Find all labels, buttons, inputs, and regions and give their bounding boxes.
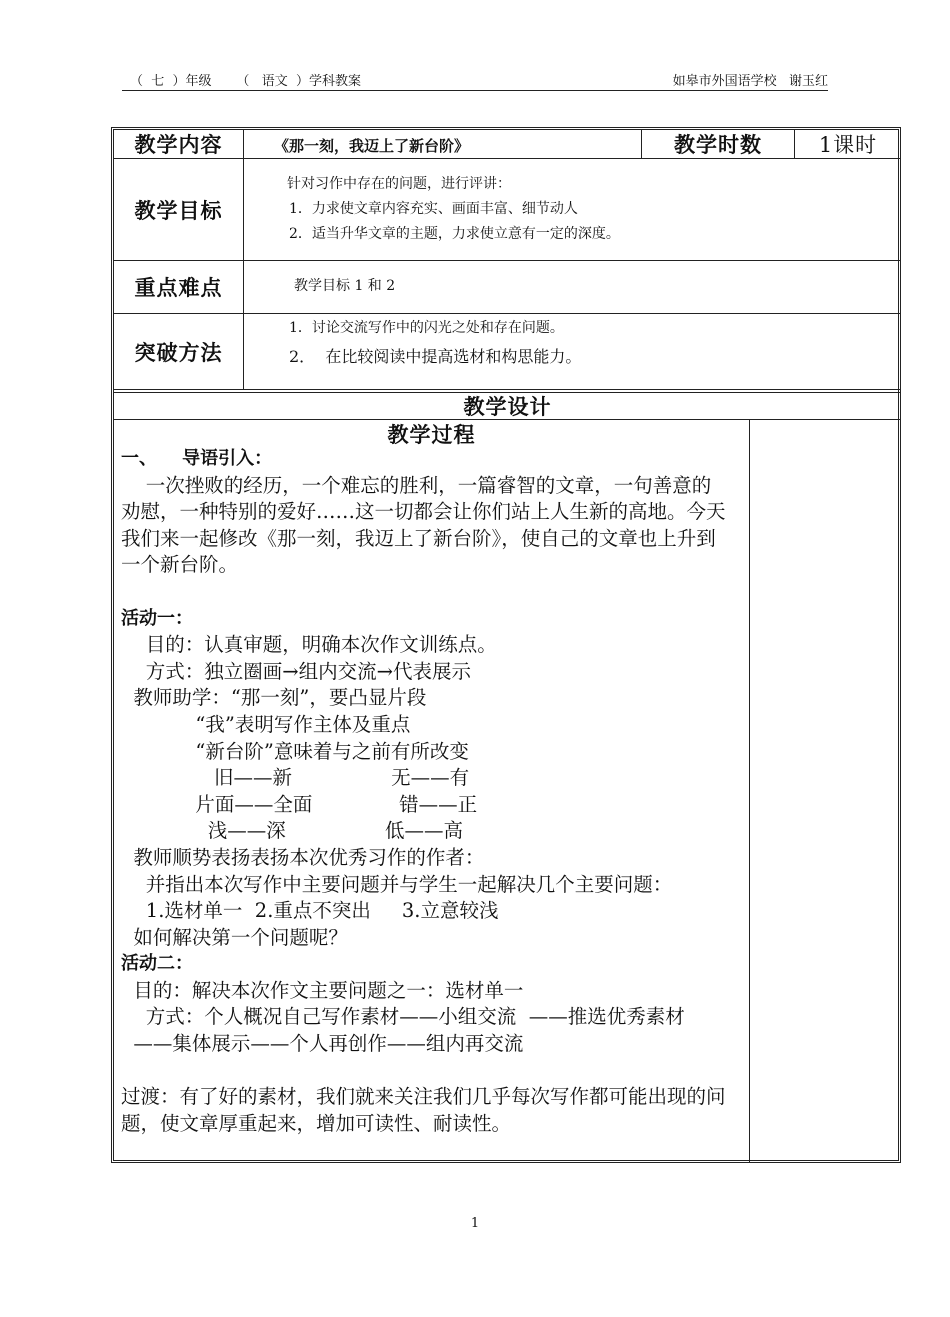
content-label: 教学内容: [134, 133, 223, 157]
intro-line: 我们来一起修改《那一刻，我迈上了新台阶》，使自己的文章也上升到: [121, 526, 716, 550]
activity1-line: 教师顺势表扬表扬本次优秀习作的作者：: [121, 845, 485, 869]
intro-heading: 一、 导语引入：: [121, 448, 273, 469]
intro-line: 一个新台阶。: [121, 553, 239, 577]
methods-line: 1．讨论交流写作中的闪光之处和存在问题。: [289, 320, 564, 336]
col-divider: [749, 419, 750, 1163]
methods-label: 突破方法: [134, 340, 223, 365]
activity1-line: “新台阶”意味着与之前有所改变: [121, 739, 469, 763]
goals-label: 教学目标: [134, 198, 223, 223]
activity1-line: 旧——新 无——有: [121, 766, 470, 790]
page-number: 1: [470, 1216, 480, 1231]
activity1-line: 片面——全面 错——正: [121, 792, 478, 816]
design-heading: 教学设计: [463, 395, 552, 419]
activity1-line: “我”表明写作主体及重点: [121, 712, 411, 736]
methods-line: 2． 在比较阅读中提高选材和构思能力。: [289, 347, 582, 366]
activity1-line: 教师助学：“那一刻”，要凸显片段: [121, 686, 427, 710]
page-header: [122, 68, 828, 91]
activity1-heading: 活动一：: [121, 607, 193, 629]
spacer: [121, 1058, 747, 1085]
methods-text: [289, 315, 739, 372]
goals-line: 针对习作中存在的问题，进行评讲：: [287, 176, 511, 192]
activity2-line: ——集体展示——个人再创作——组内再交流: [121, 1032, 524, 1056]
activity1-line: 方式：独立圈画→组内交流→代表展示: [121, 659, 471, 683]
hours-value: 1课时: [818, 133, 878, 157]
activity1-line: 如何解决第一个问题呢？: [121, 925, 348, 949]
activity2-line: 过渡：有了好的素材，我们就来关注我们几乎每次写作都可能出现的问: [121, 1085, 726, 1109]
header-school-teacher: 如皋市外国语学校 谢玉红: [672, 74, 828, 89]
intro-line: 劝慰，一种特别的爱好……这一切都会让你们站上人生新的高地。今天: [121, 500, 726, 524]
activity2-line: 题，使文章厚重起来，增加可读性、耐读性。: [121, 1111, 512, 1135]
goals-text: [287, 172, 737, 247]
activity2-heading: 活动二：: [121, 953, 193, 975]
lesson-plan-table: [111, 127, 901, 1163]
key-points-value: 教学目标 1 和 2: [294, 278, 396, 294]
process-body: [121, 446, 747, 1137]
activity2-line: 目的：解决本次作文主要问题之一：选材单一: [121, 978, 524, 1002]
process-heading: 教学过程: [387, 423, 476, 447]
col-divider: [243, 130, 244, 389]
goals-line: 2．适当升华文章的主题，力求使立意有一定的深度。: [289, 226, 620, 242]
intro-line: 一次挫败的经历，一个难忘的胜利，一篇睿智的文章，一句善意的: [121, 473, 712, 497]
activity1-line: 1.选材单一 2.重点不突出 3.立意较浅: [121, 899, 499, 923]
activity1-line: 目的：认真审题，明确本次作文训练点。: [121, 633, 497, 657]
activity1-line: 并指出本次写作中主要问题并与学生一起解决几个主要问题：: [121, 872, 673, 896]
content-value: 《那一刻，我迈上了新台阶》: [274, 137, 470, 155]
header-grade-subject: （ 七 ）年级 （ 语文 ）学科教案: [130, 74, 361, 89]
spacer: [121, 579, 747, 606]
row-divider: [114, 389, 901, 390]
goals-line: 1．力求使文章内容充实、画面丰富、细节动人: [289, 201, 578, 217]
activity2-line: 方式：个人概况自己写作素材——小组交流 ——推选优秀素材: [121, 1005, 685, 1029]
activity1-line: 浅——深 低——高: [121, 819, 463, 843]
key-points-label: 重点难点: [134, 276, 223, 300]
hours-label: 教学时数: [674, 133, 762, 157]
